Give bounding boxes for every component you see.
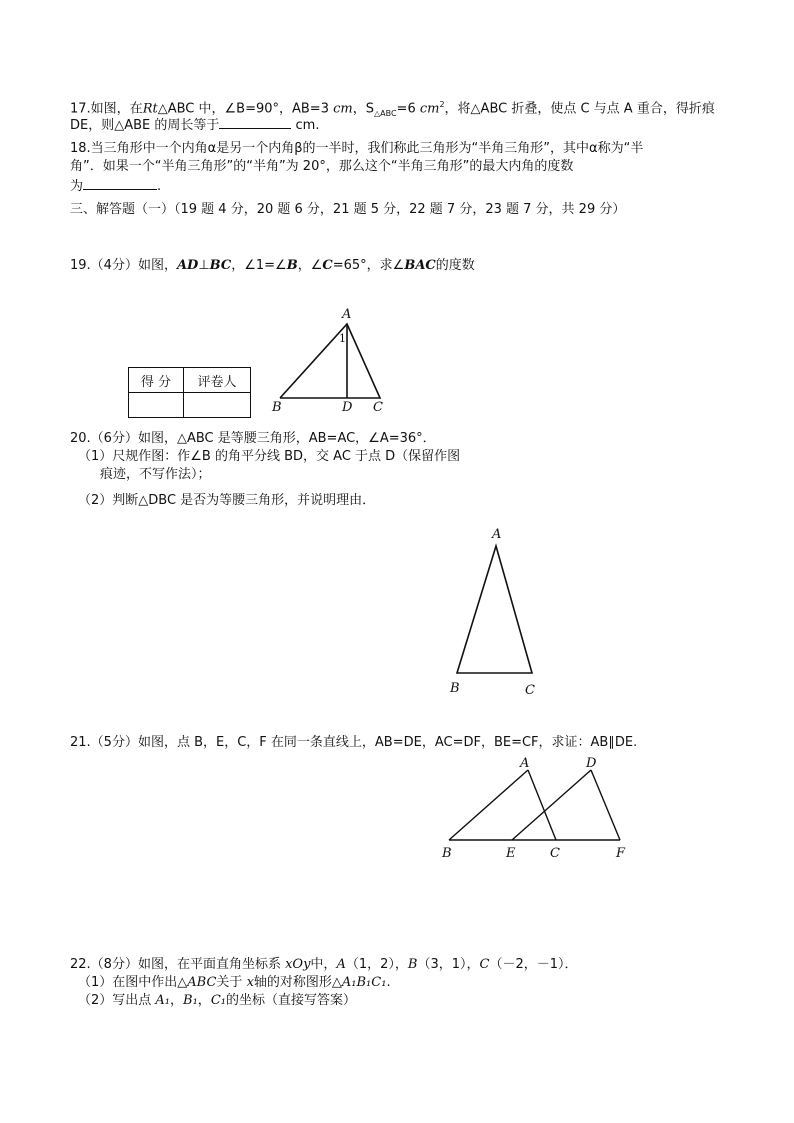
q17-superscript: 2 — [439, 100, 445, 109]
label-b: B — [272, 400, 282, 415]
q22-text: （－2，－1）． — [489, 957, 578, 972]
q22-text: 的坐标（直接写答案） — [225, 993, 356, 1008]
q20-line3: 痕迹，不写作法）； — [100, 467, 211, 482]
q22-math: B₁ — [183, 993, 198, 1008]
label-a: A — [492, 527, 502, 542]
q17-subscript: △ABC — [373, 108, 397, 118]
q19-math: C — [322, 258, 333, 273]
section-heading: 三、解答题（一）（19 题 4 分，20 题 6 分，21 题 5 分，22 题 7 分，23 题 7 分，共 29 分） — [70, 202, 626, 217]
q22-text: （3，1）， — [417, 957, 480, 972]
label-a: A — [342, 307, 352, 322]
q22-text: （1，2）， — [345, 957, 408, 972]
label-b: B — [442, 846, 452, 861]
q17-text: ，将△ABC 折叠，使点 C 与点 A 重合，得折痕 — [444, 101, 715, 117]
q22-text: （2）写出点 — [78, 993, 156, 1008]
q19-text: 19.（4分）如图， — [70, 258, 177, 273]
q19-text: =65°，求∠ — [332, 258, 405, 273]
q22-text: ， — [170, 993, 184, 1008]
q22-line3 — [78, 992, 356, 1010]
q22-line2 — [78, 974, 391, 992]
grader-header: 评卷人 — [184, 368, 251, 393]
q19-text: ⊥ — [198, 258, 210, 273]
q20-line4: （2）判断△DBC 是否为等腰三角形，并说明理由． — [78, 493, 376, 508]
q17-text: DE，则△ABE 的周长等于 — [70, 118, 220, 133]
q17-text: ，S — [352, 101, 374, 117]
q22-math: C₁ — [210, 993, 226, 1008]
q19-math: BC — [209, 258, 232, 273]
q22-text: 关于 — [216, 975, 247, 990]
q22-text: 22.（8分）如图，在平面直角坐标系 — [70, 957, 286, 972]
q17-rt: Rt — [142, 101, 158, 117]
q18-line2: 角”．如果一个“半角三角形”的“半角”为 20°，那么这个“半角三角形”的最大内角的度数 — [70, 159, 574, 174]
q17-text: △ABC 中，∠B=90°，AB=3 — [157, 101, 334, 117]
label-angle-1: 1 — [339, 332, 346, 345]
q22-text: 中， — [310, 957, 337, 972]
q22-math: xOy — [285, 957, 311, 972]
q17-text: =6 — [396, 101, 420, 117]
q19-text: 的度数 — [435, 258, 475, 273]
label-e: E — [506, 846, 516, 861]
q18-line1: 18.当三角形中一个内角α是另一个内角β的一半时，我们称此三角形为“半角三角形”，其中α称为“半 — [70, 141, 644, 156]
label-b: B — [450, 681, 460, 696]
q19-math: BAC — [404, 258, 436, 273]
label-c: C — [550, 846, 560, 861]
q22-math: A₁B₁C₁ — [341, 975, 387, 990]
q22-math: A — [336, 957, 346, 972]
label-a: A — [520, 756, 530, 771]
q22-text: 轴的对称图形△ — [253, 975, 342, 990]
label-c: C — [373, 400, 383, 415]
label-f: F — [616, 846, 626, 861]
q19-math: AD — [176, 258, 199, 273]
q22-text: ， — [197, 993, 211, 1008]
q18-text: 为 — [70, 179, 84, 194]
q22-math: C — [479, 957, 490, 972]
q22-math: x — [246, 975, 254, 990]
q17-unit: cm — [419, 101, 440, 117]
segment-ab — [449, 770, 528, 840]
q17-unit: cm — [333, 101, 353, 117]
segment-df — [591, 770, 620, 840]
q20-line2: （1）尺规作图：作∠B 的角平分线 BD，交 AC 于点 D（保留作图 — [78, 449, 461, 464]
q20-line1: 20.（6分）如图，△ABC 是等腰三角形，AB=AC，∠A=36°． — [70, 431, 436, 446]
label-c: C — [525, 683, 535, 698]
q19-math: B — [286, 258, 298, 273]
q22-text: . — [386, 975, 391, 990]
q18-text: . — [157, 179, 162, 194]
label-d: D — [342, 400, 353, 415]
label-d: D — [586, 756, 597, 771]
q22-text: （1）在图中作出△ — [78, 975, 188, 990]
q22-math: B — [407, 957, 418, 972]
q21-line1: 21.（5分）如图，点 B，E，C，F 在同一条直线上，AB=DE，AC=DF，BE=CF，求证：AB∥DE. — [70, 735, 638, 750]
q22-math: ABC — [187, 975, 217, 990]
q17-text: 17.如图，在 — [70, 101, 143, 117]
q17-text: cm. — [291, 118, 320, 133]
score-header: 得 分 — [129, 368, 184, 393]
q19-text: ，∠1=∠ — [231, 258, 287, 273]
q22-line1 — [70, 956, 577, 974]
q19-text: ，∠ — [297, 258, 323, 273]
q22-math: A₁ — [155, 993, 171, 1008]
